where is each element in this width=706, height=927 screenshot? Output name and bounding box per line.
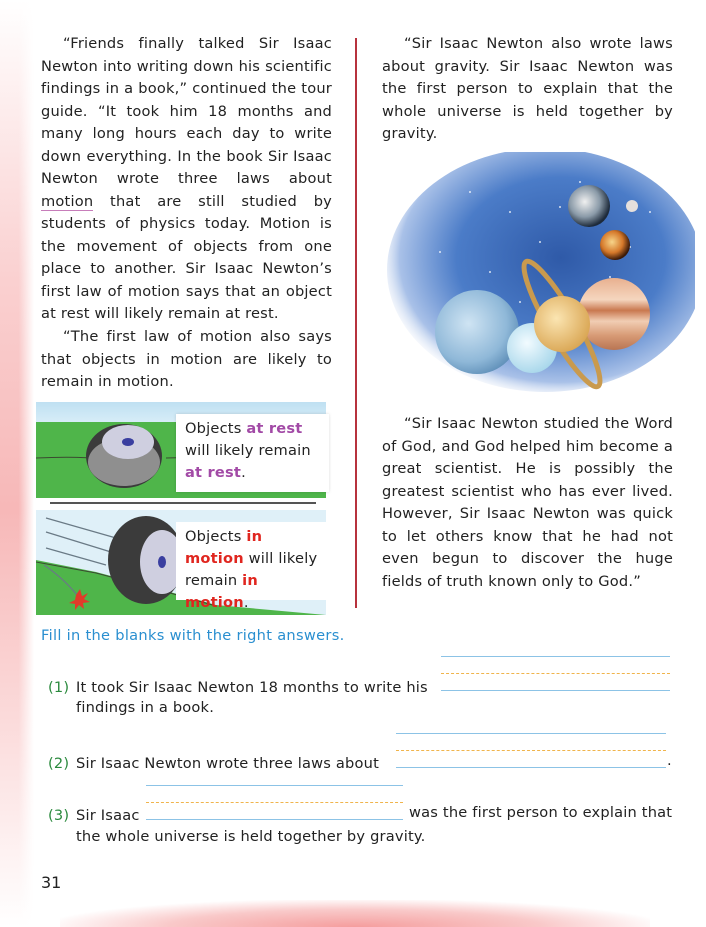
right-paragraph-1 [382, 33, 673, 146]
paragraph-text: “The first law of motion also says that objects in motion are likely to remain in motion. [41, 328, 332, 390]
paragraph-text: “Friends finally talked Sir Isaac Newton into writing down his scientific findings in a book,” continued the tour guide. “It took him 18 months and many long hours each day to write down everything. In the book Sir Isaac Newton wrote three laws about [41, 35, 332, 187]
caption-text: . [243, 594, 249, 611]
question-number: (2) [48, 755, 70, 772]
caption-text: Objects [185, 528, 247, 545]
tire-icon [108, 516, 184, 604]
question-2 [48, 752, 379, 775]
right-paragraph-2 [382, 413, 673, 593]
neptune-planet [435, 290, 519, 374]
moon [626, 200, 638, 212]
left-paragraph-1 [41, 33, 332, 326]
at-rest-highlight: at rest [246, 420, 303, 437]
question-number: (1) [48, 679, 70, 696]
at-rest-highlight: at rest [185, 464, 242, 481]
page-number: 31 [41, 873, 62, 892]
question-3-tail: was the first person to explain that [409, 804, 673, 821]
paragraph-text: “Sir Isaac Newton studied the Word of God, and God helped him become a great scientist. He is possibly the greatest scientist who has ever lived. However, Sir Isaac Newton was quick to let others know that he had not even begun to discover the huge fields of truth known only to God.” [382, 415, 673, 590]
question-text: It took Sir Isaac Newton 18 months to write his [76, 679, 428, 696]
answer-blank-1[interactable] [441, 656, 670, 692]
caption-text: will likely remain [185, 442, 311, 459]
tire-icon [86, 424, 162, 488]
answer-blank-2[interactable] [396, 733, 666, 769]
earth-planet [568, 185, 610, 227]
question-3-continuation: the whole universe is held together by gravity. [76, 828, 426, 845]
in-motion-highlight: in motion [185, 528, 263, 567]
paragraph-text: “Sir Isaac Newton also wrote laws about gravity. Sir Isaac Newton was the first person to explain that the whole universe is held together by gravity. [382, 35, 673, 142]
question-text: Sir Isaac [76, 807, 140, 824]
question-text: Sir Isaac Newton wrote three laws about [76, 755, 379, 772]
underlined-term-motion: motion [41, 192, 94, 210]
page-bottom-decoration [60, 900, 650, 927]
question-1 [48, 676, 448, 699]
in-motion-highlight: in motion [185, 572, 258, 611]
saturn-planet [534, 296, 590, 352]
in-motion-caption [176, 522, 329, 611]
caption-text: . [241, 464, 246, 481]
question-2-end: . [667, 752, 672, 769]
page-edge-decoration [0, 0, 34, 927]
caption-text: will likely remain [185, 550, 318, 589]
exercise-instruction: Fill in the blanks with the right answers. [41, 627, 345, 644]
left-paragraph-2 [41, 326, 332, 394]
column-divider [355, 38, 357, 608]
question-number: (3) [48, 807, 70, 824]
answer-blank-3[interactable] [146, 785, 403, 821]
planets-illustration [380, 152, 695, 392]
question-1-continuation: findings in a book. [76, 699, 215, 716]
jupiter-planet [578, 278, 650, 350]
mars-planet [600, 230, 630, 260]
paragraph-text: that are still studied by students of physics today. Motion is the movement of objects from one place to another. Sir Isaac Newton’s first law of motion says that an object at rest will likely remain at rest. [41, 192, 332, 322]
at-rest-caption [176, 414, 329, 492]
illustration-separator [50, 502, 316, 504]
caption-text: Objects [185, 420, 247, 437]
